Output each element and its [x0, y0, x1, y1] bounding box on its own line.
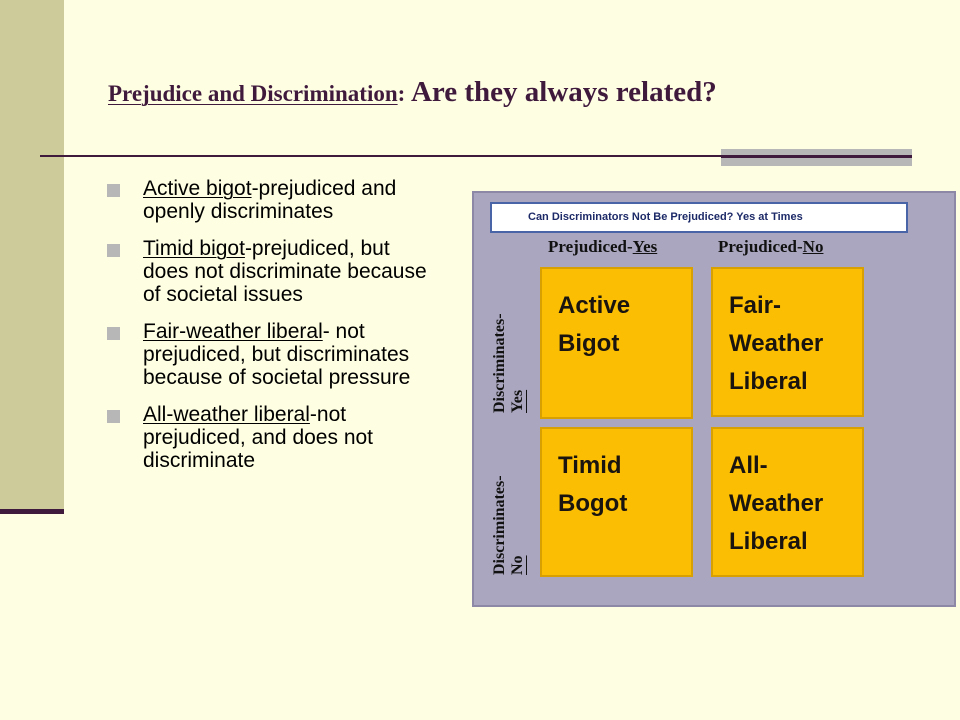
cell-fair-weather-liberal: [711, 267, 864, 417]
cell-line: Active: [558, 292, 631, 319]
bullet-text: - not prejudiced, but discriminates because of societal pressure: [143, 320, 411, 389]
bullet-term: All-weather liberal: [143, 403, 310, 426]
column-header-prejudiced-yes: [548, 237, 657, 257]
cell-line: Fair-: [729, 292, 782, 319]
bullet-item: [107, 320, 437, 389]
title-question: Are they always related?: [405, 76, 717, 108]
divider-accent-line: [721, 155, 912, 158]
figure-banner: Can Discriminators Not Be Prejudiced? Yes at Times: [490, 202, 908, 233]
bullet-term: Timid bigot: [143, 237, 245, 260]
cell-line: Liberal: [729, 528, 808, 555]
bullet-text: -not prejudiced, and does not discriminate: [143, 403, 374, 472]
column-header-prefix: Prejudiced-: [548, 237, 633, 256]
side-band-line: [0, 509, 64, 514]
matrix-figure: [472, 191, 956, 607]
row-label-answer: No: [509, 555, 526, 575]
row-label-discriminates-no: [491, 425, 527, 575]
column-header-prejudiced-no: [718, 237, 823, 257]
cell-line: Weather: [729, 490, 824, 517]
bullet-item: [107, 403, 437, 472]
row-label-prefix: Discriminates-: [491, 475, 508, 575]
bullet-term: Fair-weather liberal: [143, 320, 323, 343]
cell-active-bigot: [540, 267, 693, 419]
square-bullet-icon: [107, 327, 120, 340]
bullet-item: [107, 177, 437, 223]
bullet-list: [107, 177, 437, 486]
row-label-prefix: Discriminates-: [491, 313, 508, 413]
cell-line: Liberal: [729, 368, 808, 395]
bullet-item: [107, 237, 437, 306]
square-bullet-icon: [107, 410, 120, 423]
slide-title: [108, 72, 928, 109]
square-bullet-icon: [107, 244, 120, 257]
square-bullet-icon: [107, 184, 120, 197]
column-header-answer: No: [802, 237, 824, 256]
cell-timid-bogot: [540, 427, 693, 577]
cell-line: Bigot: [558, 330, 620, 357]
cell-line: Timid: [558, 452, 622, 479]
column-header-prefix: Prejudiced-: [718, 237, 803, 256]
side-band: [0, 0, 64, 513]
title-colon: :: [397, 81, 406, 106]
bullet-text: -prejudiced, but does not discriminate because of societal issues: [143, 237, 427, 306]
cell-line: All-: [729, 452, 768, 479]
row-label-answer: Yes: [509, 389, 526, 413]
row-label-discriminates-yes: [491, 263, 527, 413]
title-underlined: Prejudice and Discrimination: [108, 81, 398, 106]
cell-line: Weather: [729, 330, 824, 357]
column-header-answer: Yes: [632, 237, 658, 256]
cell-all-weather-liberal: [711, 427, 864, 577]
cell-line: Bogot: [558, 490, 628, 517]
bullet-term: Active bigot: [143, 177, 252, 200]
bullet-text: -prejudiced and openly discriminates: [143, 177, 397, 223]
